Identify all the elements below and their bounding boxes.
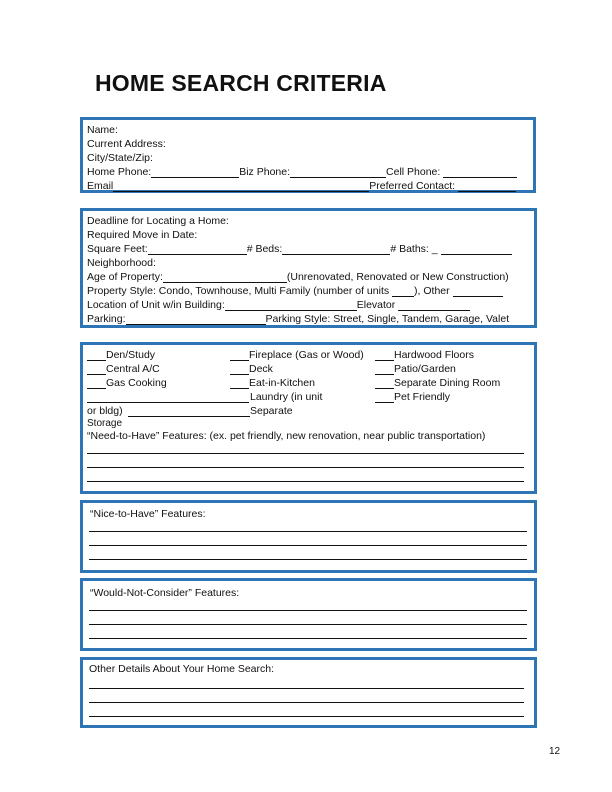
checklist-item [230, 349, 364, 361]
checklist-item [87, 349, 155, 361]
checklist-label: Gas Cooking [106, 377, 167, 389]
checkbox-line[interactable] [87, 364, 106, 375]
checklist-label: Separate Dining Room [394, 377, 501, 389]
nice-line[interactable] [89, 531, 527, 532]
would-not-consider-label: “Would-Not-Consider” Features: [90, 587, 240, 599]
checkbox-line[interactable] [375, 364, 394, 375]
phones-row [87, 166, 517, 178]
need-to-have-label: “Need-to-Have” Features: (ex. pet friendly, new renovation, near public transportation) [87, 430, 486, 442]
home-phone-label: Home Phone: [87, 166, 152, 178]
other-line[interactable] [89, 688, 524, 689]
deadline-field[interactable] [87, 215, 530, 227]
would-not-line[interactable] [89, 610, 527, 611]
checklist-item [87, 363, 160, 375]
elevator-line[interactable] [398, 300, 470, 311]
preferred-contact-line[interactable] [458, 181, 516, 192]
other-line[interactable] [89, 702, 524, 703]
age-line[interactable] [163, 272, 287, 283]
move-in-label: Required Move in Date: [87, 229, 198, 241]
neighborhood-field[interactable] [87, 257, 530, 269]
laundry-line[interactable] [87, 402, 249, 403]
checklist-item [87, 377, 167, 389]
checkbox-line[interactable] [375, 392, 394, 403]
checklist-label: Pet Friendly [394, 391, 451, 403]
city-label: City/State/Zip: [87, 152, 153, 164]
parking-row [87, 313, 509, 325]
checklist-label: Patio/Garden [394, 363, 456, 375]
sqft-label: Square Feet: [87, 243, 148, 255]
other-style-line[interactable] [453, 286, 503, 297]
address-label: Current Address: [87, 138, 166, 150]
checklist-label: Eat-in-Kitchen [249, 377, 315, 389]
style-other-label: ), Other [414, 285, 450, 297]
checkbox-line[interactable] [87, 350, 106, 361]
size-row [87, 243, 512, 255]
other-line[interactable] [89, 716, 524, 717]
email-row [87, 180, 516, 192]
sqft-line[interactable] [148, 244, 247, 255]
address-field[interactable] [87, 138, 530, 150]
biz-phone-line[interactable] [290, 167, 386, 178]
checklist-item [250, 391, 322, 403]
deadline-label: Deadline for Locating a Home: [87, 215, 229, 227]
checkbox-line[interactable] [230, 364, 249, 375]
checklist-item [230, 377, 315, 389]
checklist-label: Central A/C [106, 363, 160, 375]
checklist-label: Hardwood Floors [394, 349, 474, 361]
style-label: Property Style: Condo, Townhouse, Multi Family (number of units [87, 285, 390, 297]
age-row [87, 271, 509, 283]
age-label: Age of Property: [87, 271, 163, 283]
page-title: HOME SEARCH CRITERIA [95, 70, 387, 96]
checklist-item [375, 377, 500, 389]
elevator-label: Elevator [356, 299, 396, 311]
checklist-item [375, 391, 450, 403]
baths-line[interactable] [441, 244, 512, 255]
need-line[interactable] [87, 481, 524, 482]
location-line[interactable] [225, 300, 357, 311]
home-phone-line[interactable] [151, 167, 239, 178]
checklist-item [375, 349, 474, 361]
style-row [87, 285, 503, 297]
parking-style-label: Parking Style: Street, Single, Tandem, Garage, Valet [265, 313, 510, 325]
checklist-label: Deck [249, 363, 273, 375]
beds-line[interactable] [282, 244, 390, 255]
age-options: (Unrenovated, Renovated or New Construction) [286, 271, 509, 283]
location-row [87, 299, 470, 311]
baths-label: # Baths: _ [390, 243, 438, 255]
page-number: 12 [549, 746, 561, 757]
name-label: Name: [87, 124, 118, 136]
need-line[interactable] [87, 453, 524, 454]
other-details-label: Other Details About Your Home Search: [89, 663, 275, 675]
checklist-label: Fireplace (Gas or Wood) [249, 349, 364, 361]
checkbox-line[interactable] [375, 350, 394, 361]
bldg-label: or bldg) [87, 405, 123, 417]
location-label: Location of Unit w/in Building: [87, 299, 225, 311]
checkbox-line[interactable] [87, 378, 106, 389]
city-field[interactable] [87, 152, 530, 164]
checklist-label: Den/Study [106, 349, 156, 361]
checkbox-line[interactable] [375, 378, 394, 389]
email-line[interactable] [113, 181, 369, 192]
cell-phone-label: Cell Phone: [386, 166, 441, 178]
parking-line[interactable] [126, 314, 266, 325]
biz-phone-label: Biz Phone: [239, 166, 291, 178]
checklist-item [375, 363, 456, 375]
beds-label: # Beds: [246, 243, 283, 255]
checklist-label: Laundry (in unit [250, 391, 323, 403]
units-line[interactable] [392, 286, 414, 297]
parking-label: Parking: [87, 313, 126, 325]
nice-to-have-label: “Nice-to-Have” Features: [90, 508, 206, 520]
neighborhood-label: Neighborhood: [87, 257, 156, 269]
checklist-item [230, 363, 273, 375]
would-not-line[interactable] [89, 638, 527, 639]
nice-line[interactable] [89, 545, 527, 546]
bldg-line[interactable] [128, 416, 250, 417]
need-line[interactable] [87, 467, 524, 468]
cell-phone-line[interactable] [443, 167, 517, 178]
storage-label: Storage [87, 418, 123, 429]
name-field[interactable] [87, 124, 530, 136]
checklist-item [250, 405, 293, 417]
checklist-label: Separate [250, 405, 293, 417]
would-not-line[interactable] [89, 624, 527, 625]
nice-line[interactable] [89, 559, 527, 560]
checkbox-line[interactable] [230, 350, 249, 361]
checkbox-line[interactable] [230, 378, 249, 389]
move-in-field[interactable] [87, 229, 527, 241]
email-label: Email [87, 180, 114, 192]
preferred-contact-label: Preferred Contact: [369, 180, 456, 192]
